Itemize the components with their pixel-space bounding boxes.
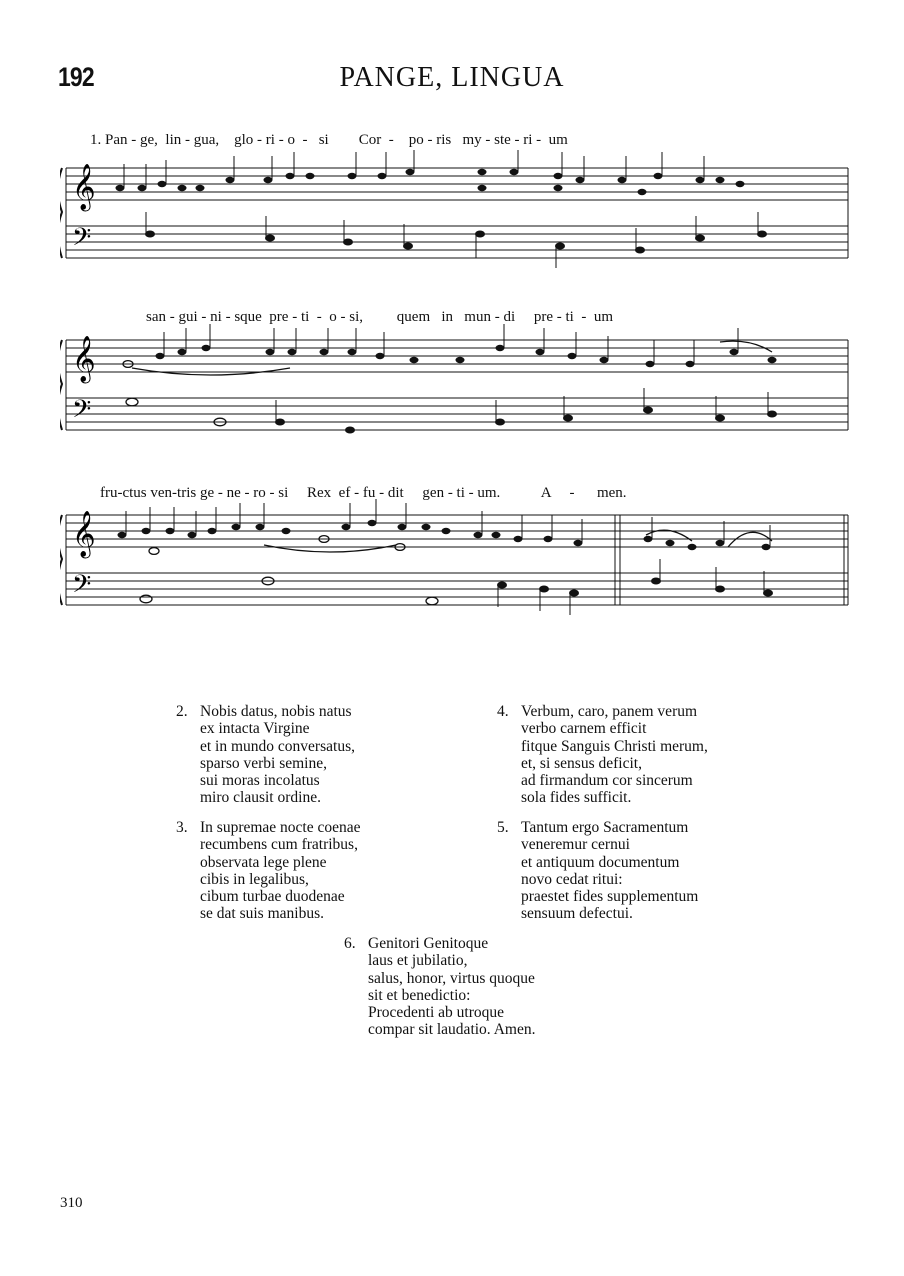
lyrics-line-1: 1. Pan - ge, lin - gua, glo - ri - o - si Cor - po - ris my - ste - ri - um xyxy=(90,132,568,148)
verse-line: sparso verbi semine, xyxy=(200,754,327,772)
verse-line: ex intacta Virgine xyxy=(200,720,310,738)
verse-line: verbo carnem efficit xyxy=(521,720,647,738)
verse-line: Nobis datus, nobis natus xyxy=(200,703,352,720)
music-system-2 xyxy=(60,322,852,442)
svg-text:𝄞: 𝄞 xyxy=(72,336,96,382)
page-number: 310 xyxy=(60,1195,83,1211)
verse-line: Verbum, caro, panem verum xyxy=(521,703,698,720)
svg-text:𝄞: 𝄞 xyxy=(72,511,96,557)
verse-line: observata lege plene xyxy=(200,853,327,871)
svg-text:𝄢: 𝄢 xyxy=(72,395,92,430)
verse-line: recumbens cum fratribus, xyxy=(200,836,358,854)
verse-line: Tantum ergo Sacramentum xyxy=(521,819,689,836)
verse-number: 2. xyxy=(176,703,188,720)
verse-line: compar sit laudatio. Amen. xyxy=(368,1021,536,1039)
hymn-title: PANGE, LINGUA xyxy=(339,62,565,93)
verse-line: sit et benedictio: xyxy=(368,986,471,1004)
verse-line: Procedenti ab utroque xyxy=(368,1004,505,1022)
hymn-number: 192 xyxy=(58,62,94,92)
verse-number: 6. xyxy=(344,935,356,952)
verse-line: Genitori Genitoque xyxy=(368,935,489,952)
verse-line: ad firmandum cor sincerum xyxy=(521,772,693,790)
verse-line: se dat suis manibus. xyxy=(200,905,324,923)
verse-line: In supremae nocte coenae xyxy=(200,819,361,836)
verse-line: miro clausit ordine. xyxy=(200,789,321,807)
svg-text:𝄞: 𝄞 xyxy=(72,164,96,210)
svg-text:𝄢: 𝄢 xyxy=(72,223,92,258)
verse-line: cibis in legalibus, xyxy=(200,870,309,888)
svg-text:𝄢: 𝄢 xyxy=(72,570,92,605)
verse-line: laus et jubilatio, xyxy=(368,952,468,970)
verse-line: cibum turbae duodenae xyxy=(200,888,345,906)
verse-line: praestet fides supplementum xyxy=(521,888,699,906)
verse-line: fitque Sanguis Christi merum, xyxy=(521,737,708,755)
lyrics-line-2: san - gui - ni - sque pre - ti - o - si, quem in mun - di pre - ti - um xyxy=(146,309,614,325)
lyrics-line-3: fru-ctus ven-tris ge - ne - ro - si Rex ef - fu - dit gen - ti - um. A - men. xyxy=(100,485,627,501)
verse-line: et, si sensus deficit, xyxy=(521,754,642,772)
verse-line: sola fides sufficit. xyxy=(521,789,632,807)
verse-number: 5. xyxy=(497,819,509,836)
music-system-1 xyxy=(60,150,852,270)
verse-line: novo cedat ritui: xyxy=(521,870,623,888)
verse-number: 4. xyxy=(497,703,509,720)
verse-line: salus, honor, virtus quoque xyxy=(368,969,535,987)
verse-line: et in mundo conversatus, xyxy=(200,737,355,755)
verse-line: veneremur cernui xyxy=(521,836,630,854)
verse-line: sensuum defectui. xyxy=(521,905,633,923)
verse-line: et antiquum documentum xyxy=(521,853,680,871)
verse-number: 3. xyxy=(176,819,188,836)
music-system-3 xyxy=(60,497,852,617)
verse-line: sui moras incolatus xyxy=(200,772,320,790)
